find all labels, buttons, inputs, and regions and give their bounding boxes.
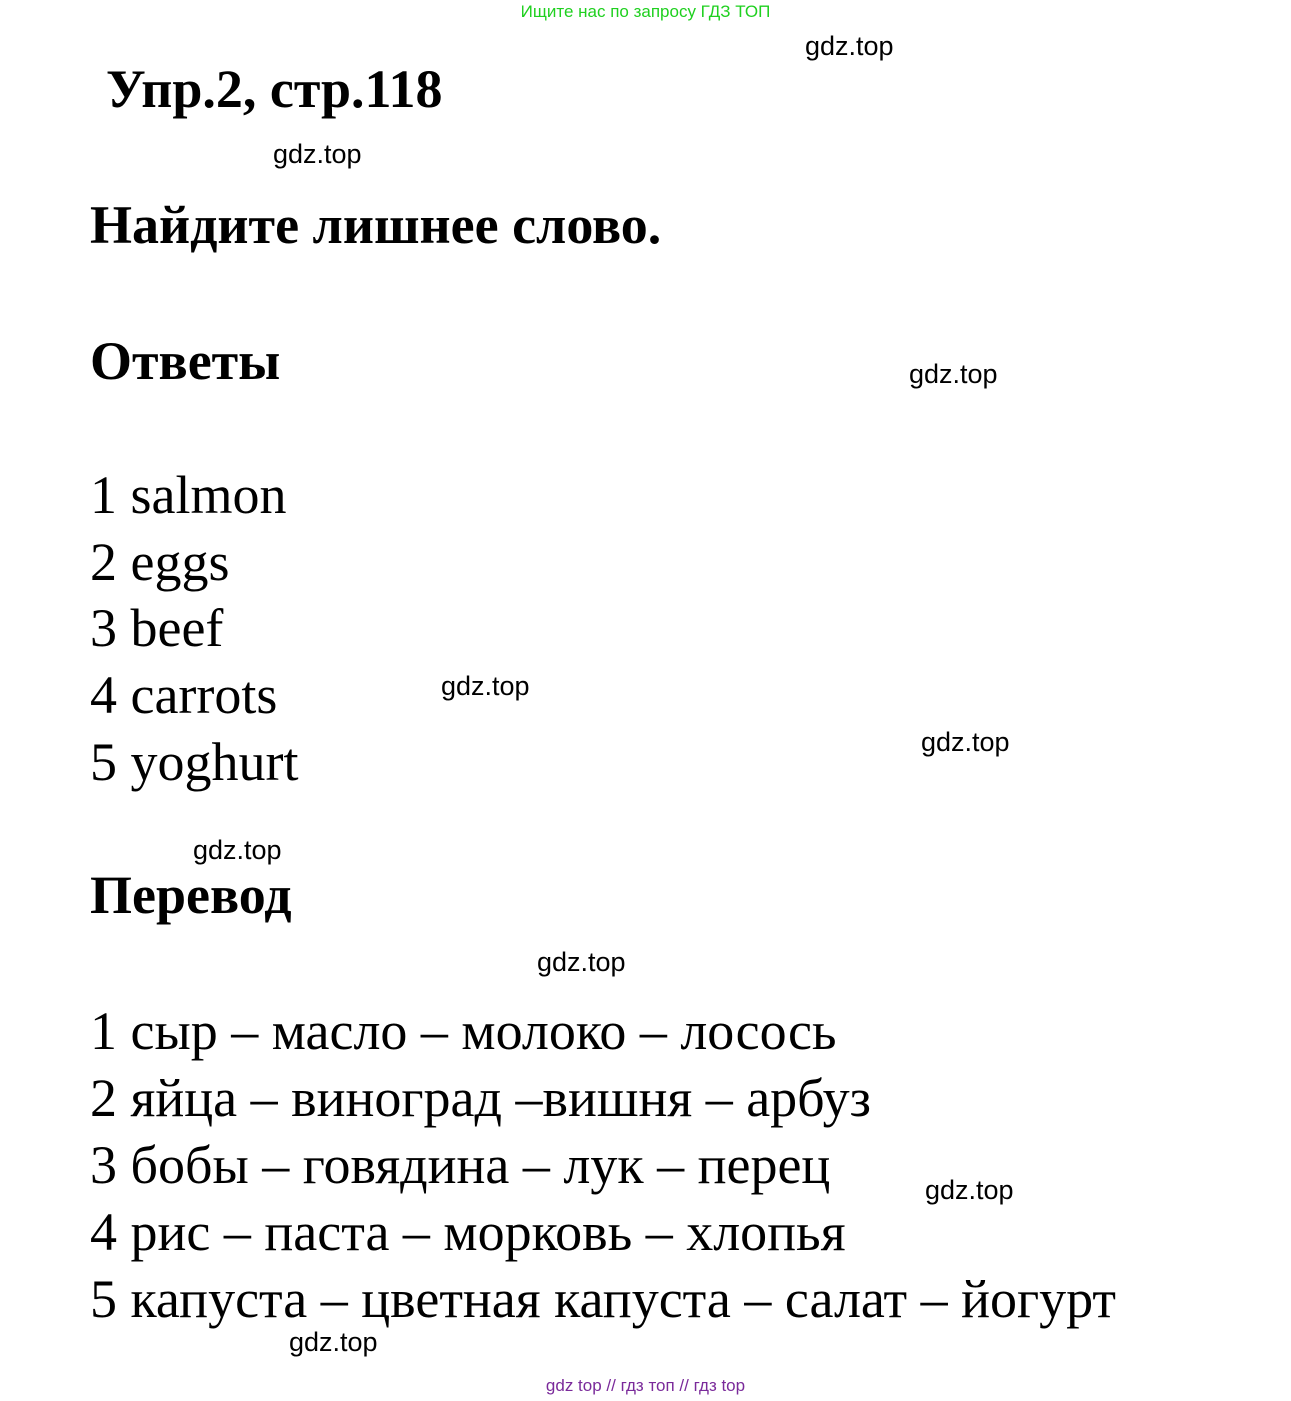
answer-item: 5 yoghurt	[90, 732, 299, 792]
translation-item: 1 сыр – масло – молоко – лосось	[90, 1001, 837, 1061]
answer-item: 4 carrots	[90, 665, 278, 725]
watermark: gdz.top	[441, 671, 530, 701]
watermark: gdz.top	[909, 359, 998, 389]
watermark: gdz.top	[193, 835, 282, 865]
watermark: gdz.top	[925, 1175, 1014, 1205]
translation-item: 2 яйца – виноград –вишня – арбуз	[90, 1068, 871, 1128]
translation-item: 5 капуста – цветная капуста – салат – йогурт	[90, 1269, 1116, 1329]
translation-title: Перевод	[90, 865, 292, 925]
watermark: gdz.top	[273, 139, 362, 169]
translation-item: 4 рис – паста – морковь – хлопья	[90, 1202, 846, 1262]
footer: gdz top // гдз топ // гдз top	[545, 1376, 746, 1395]
watermark: gdz.top	[289, 1327, 378, 1357]
watermark: gdz.top	[805, 31, 894, 61]
translation-item: 3 бобы – говядина – лук – перец	[90, 1135, 831, 1195]
answer-item: 2 eggs	[90, 532, 230, 592]
watermark: gdz.top	[537, 947, 626, 977]
answer-item: 1 salmon	[90, 465, 287, 525]
exercise-heading: Упр.2, стр.118	[106, 59, 443, 119]
task-instruction: Найдите лишнее слово.	[90, 195, 662, 255]
answer-item: 3 beef	[90, 598, 224, 658]
watermark: gdz.top	[921, 727, 1010, 757]
top-banner: Ищите нас по запросу ГДЗ ТОП	[520, 2, 771, 21]
answers-title: Ответы	[90, 331, 281, 391]
